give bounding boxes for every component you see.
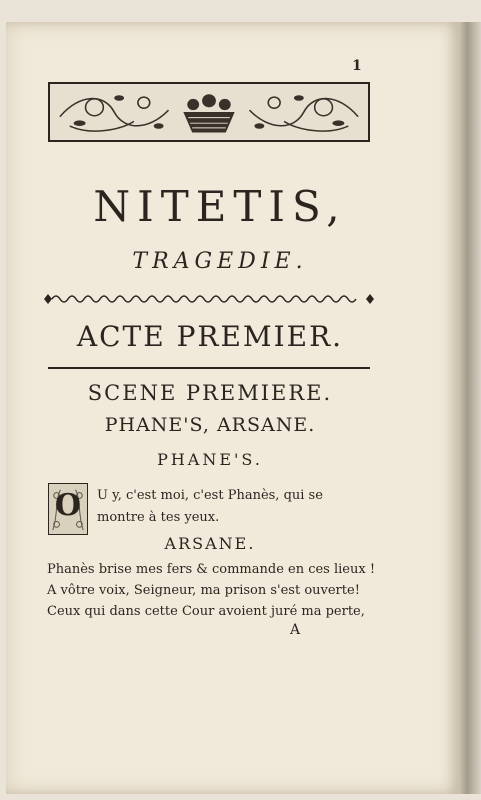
drop-cap-letter: O — [54, 488, 82, 523]
verse-line: Phanès brise mes fers & commande en ces lieux ! — [47, 562, 376, 577]
scene-heading: SCENE PREMIERE. — [87, 381, 333, 405]
scene-characters: PHANE'S, ARSANE. — [104, 414, 316, 436]
page-edge — [458, 22, 481, 794]
play-title: NITETIS, — [93, 182, 347, 231]
fleuron-divider — [44, 292, 374, 306]
fleuron-border-icon — [44, 292, 374, 306]
play-subtitle: TRAGEDIE. — [132, 249, 308, 274]
verse-line: montre à tes yeux. — [97, 510, 220, 525]
page-number: 1 — [352, 58, 362, 74]
verse-line: Ceux qui dans cette Cour avoient juré ma perte, — [47, 604, 365, 619]
act-heading: ACTE PREMIER. — [76, 320, 344, 353]
ornamental-headpiece — [48, 82, 370, 142]
speaker-name: ARSANE. — [164, 534, 256, 553]
verse-line: A vôtre voix, Seigneur, ma prison s'est ouverte! — [47, 583, 360, 598]
drop-cap — [48, 483, 88, 535]
catchword: A — [290, 622, 301, 638]
verse-line: U y, c'est moi, c'est Phanès, qui se — [97, 488, 323, 503]
headpiece-ornament-icon — [50, 84, 368, 140]
heading-rule — [48, 367, 370, 369]
speaker-name: PHANE'S. — [157, 450, 263, 469]
